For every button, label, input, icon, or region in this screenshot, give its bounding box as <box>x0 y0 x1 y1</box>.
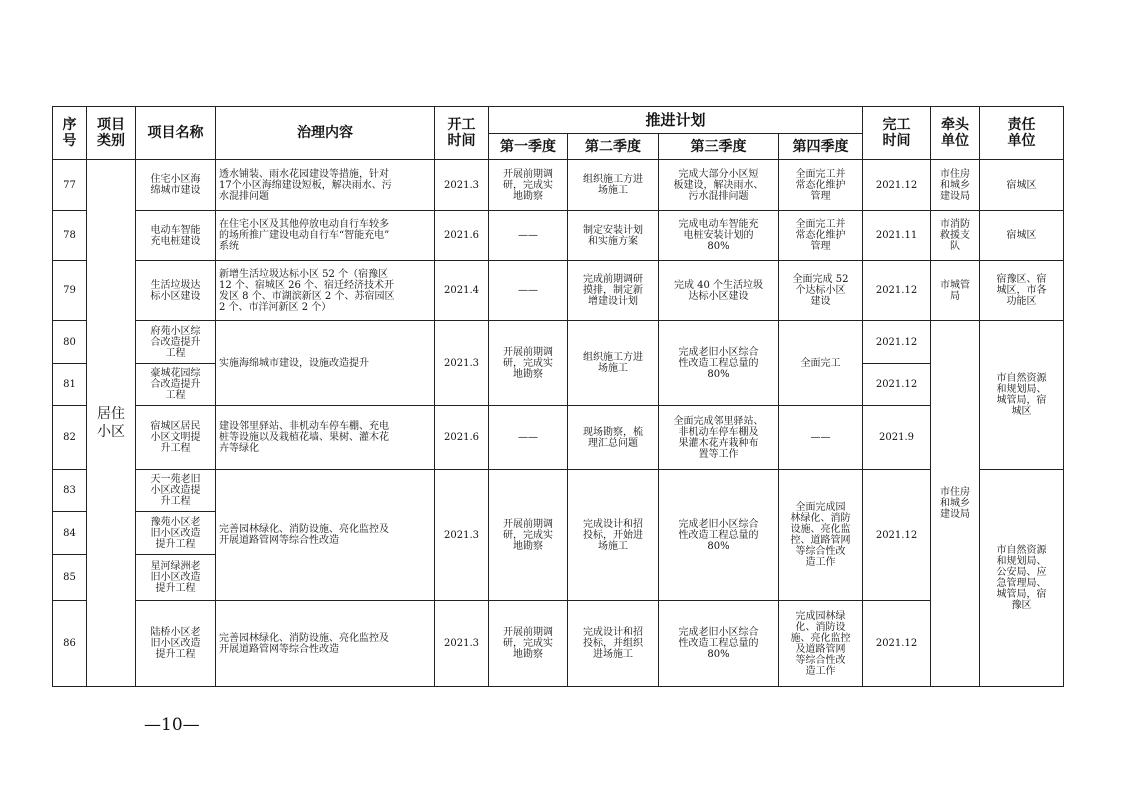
project-table <box>52 106 1064 687</box>
row-end: 2021.12 <box>863 160 931 211</box>
row-content: 在住宅小区及其他停放电动自行车较多 的场所推广建设电动自行车“智能充电” 系统 <box>216 211 435 261</box>
page-number: —10— <box>144 715 200 735</box>
row-name: 天一苑老旧 小区改造提 升工程 <box>136 470 216 512</box>
row-seq: 83 <box>53 470 87 512</box>
row-q2: 制定安装计划 和实施方案 <box>568 211 659 261</box>
row-end: 2021.9 <box>863 406 931 470</box>
row-name: 宿城区居民 小区文明提 升工程 <box>136 406 216 470</box>
row-name: 电动车智能 充电桩建设 <box>136 211 216 261</box>
row-seq: 77 <box>53 160 87 211</box>
header-q1: 第一季度 <box>489 134 568 160</box>
row-end: 2021.12 <box>863 261 931 321</box>
row-q4: 全面完工 <box>779 321 863 406</box>
row-start: 2021.6 <box>435 406 489 470</box>
header-seq: 序 号 <box>53 107 87 160</box>
row-name: 府苑小区综 合改造提升 工程 <box>136 321 216 364</box>
header-start: 开工 时间 <box>435 107 489 160</box>
table-row <box>53 321 1064 364</box>
row-seq: 79 <box>53 261 87 321</box>
row-resp: 市自然资源 和规划局、 城管局，宿 城区 <box>980 321 1064 470</box>
row-q1: 开展前期调 研，完成实 地勘察 <box>489 321 568 406</box>
row-q2: 组织施工方进 场施工 <box>568 321 659 406</box>
row-end: 2021.11 <box>863 211 931 261</box>
row-q3: 完成老旧小区综合 性改造工程总量的 80% <box>659 470 779 601</box>
lead-merged: 市住房 和城乡 建设局 <box>931 321 980 687</box>
row-q4: 全面完工并 常态化维护 管理 <box>779 160 863 211</box>
row-end: 2021.12 <box>863 470 931 601</box>
row-content: 透水铺装、雨水花园建设等措施，针对 17个小区海绵建设短板，解决雨水、污 水混排问题 <box>216 160 435 211</box>
table-row <box>53 261 1064 321</box>
row-q2: 完成设计和招 投标，并组织 进场施工 <box>568 601 659 687</box>
row-seq: 80 <box>53 321 87 364</box>
table-row <box>53 211 1064 261</box>
row-content: 完善园林绿化、消防设施、亮化监控及 开展道路管网等综合性改造 <box>216 470 435 601</box>
header-q3: 第三季度 <box>659 134 779 160</box>
row-name: 生活垃圾达 标小区建设 <box>136 261 216 321</box>
row-seq: 78 <box>53 211 87 261</box>
header-name: 项目名称 <box>136 107 216 160</box>
table-row <box>53 601 1064 687</box>
row-seq: 85 <box>53 555 87 601</box>
row-end: 2021.12 <box>863 321 931 364</box>
row-content: 完善园林绿化、消防设施、亮化监控及 开展道路管网等综合性改造 <box>216 601 435 687</box>
row-end: 2021.12 <box>863 601 931 687</box>
header-lead: 牵头 单位 <box>931 107 980 160</box>
row-name: 住宅小区海 绵城市建设 <box>136 160 216 211</box>
category-cell: 居住 小区 <box>87 160 136 687</box>
row-content: 建设邻里驿站、非机动车停车棚、充电 桩等设施以及栽植花墙、果树、灌木花 卉等绿化 <box>216 406 435 470</box>
row-start: 2021.4 <box>435 261 489 321</box>
row-q3: 全面完成邻里驿站、 非机动车停车棚及 果灌木花卉栽种布 置等工作 <box>659 406 779 470</box>
row-q1: —— <box>489 211 568 261</box>
row-q4: 全面完工并 常态化维护 管理 <box>779 211 863 261</box>
header-q2: 第二季度 <box>568 134 659 160</box>
row-seq: 82 <box>53 406 87 470</box>
row-q2: 完成前期调研 摸排，制定新 增建设计划 <box>568 261 659 321</box>
row-lead: 市城管 局 <box>931 261 980 321</box>
table-row <box>53 160 1064 211</box>
row-resp: 市自然资源 和规划局、 公安局、应 急管理局、 城管局，宿 豫区 <box>980 470 1064 687</box>
row-seq: 81 <box>53 364 87 406</box>
row-resp: 宿豫区、宿 城区，市各 功能区 <box>980 261 1064 321</box>
row-q3: 完成老旧小区综合 性改造工程总量的 80% <box>659 601 779 687</box>
row-seq: 86 <box>53 601 87 687</box>
row-q3: 完成 40 个生活垃圾 达标小区建设 <box>659 261 779 321</box>
row-q4: 全面完成园 林绿化、消防 设施、亮化监 控、道路管网 等综合性改 造工作 <box>779 470 863 601</box>
row-q1: —— <box>489 261 568 321</box>
header-content: 治理内容 <box>216 107 435 160</box>
row-name: 陆桥小区老 旧小区改造 提升工程 <box>136 601 216 687</box>
row-start: 2021.3 <box>435 321 489 406</box>
row-q1: 开展前期调 研，完成实 地勘察 <box>489 601 568 687</box>
row-name: 豫苑小区老 旧小区改造 提升工程 <box>136 512 216 555</box>
row-content: 实施海绵城市建设，设施改造提升 <box>216 321 435 406</box>
row-start: 2021.3 <box>435 160 489 211</box>
row-q3: 完成老旧小区综合 性改造工程总量的 80% <box>659 321 779 406</box>
row-q1: 开展前期调 研，完成实 地勘察 <box>489 160 568 211</box>
row-end: 2021.12 <box>863 364 931 406</box>
row-start: 2021.6 <box>435 211 489 261</box>
row-lead: 市住房 和城乡 建设局 <box>931 160 980 211</box>
header-category: 项目 类别 <box>87 107 136 160</box>
row-start: 2021.3 <box>435 470 489 601</box>
row-resp: 宿城区 <box>980 211 1064 261</box>
row-q4: 全面完成 52 个达标小区 建设 <box>779 261 863 321</box>
row-q2: 组织施工方进 场施工 <box>568 160 659 211</box>
row-resp: 宿城区 <box>980 160 1064 211</box>
row-start: 2021.3 <box>435 601 489 687</box>
row-q3: 完成电动车智能充 电桩安装计划的 80% <box>659 211 779 261</box>
row-q4: 完成园林绿 化、消防设 施、亮化监控 及道路管网 等综合性改 造工作 <box>779 601 863 687</box>
row-q3: 完成大部分小区短 板建设，解决雨水、 污水混排问题 <box>659 160 779 211</box>
header-end: 完工 时间 <box>863 107 931 160</box>
row-content: 新增生活垃圾达标小区 52 个（宿豫区 12 个、宿城区 26 个、宿迁经济技术开 发区 8 个、市湖滨新区 2 个、苏宿园区 2 个、市洋河新区 2 个） <box>216 261 435 321</box>
row-q1: 开展前期调 研，完成实 地勘察 <box>489 470 568 601</box>
row-q2: 完成设计和招 投标，开始进 场施工 <box>568 470 659 601</box>
header-plan: 推进计划 <box>489 107 863 134</box>
header-resp: 责任 单位 <box>980 107 1064 160</box>
row-name: 豪城花园综 合改造提升 工程 <box>136 364 216 406</box>
table-row <box>53 470 1064 512</box>
table-row <box>53 406 1064 470</box>
header-q4: 第四季度 <box>779 134 863 160</box>
row-name: 星河绿洲老 旧小区改造 提升工程 <box>136 555 216 601</box>
row-q2: 现场勘察，梳 理汇总问题 <box>568 406 659 470</box>
row-q1: —— <box>489 406 568 470</box>
row-q4: —— <box>779 406 863 470</box>
row-seq: 84 <box>53 512 87 555</box>
row-lead: 市消防 救援支 队 <box>931 211 980 261</box>
